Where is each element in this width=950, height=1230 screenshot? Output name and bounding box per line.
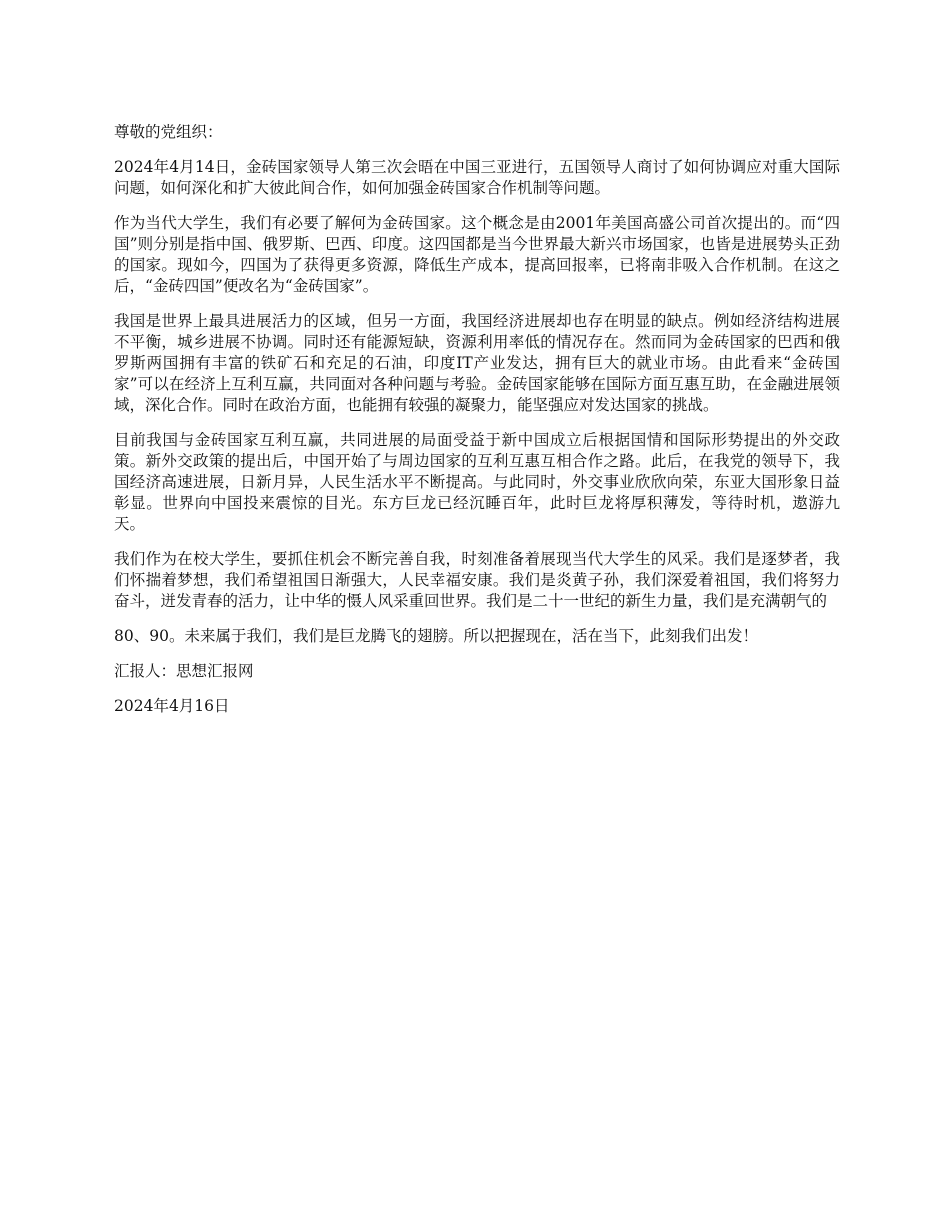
reporter-line: 汇报人：思想汇报网 <box>114 662 254 680</box>
report-date: 2024年4月16日 <box>114 697 230 715</box>
paragraph: 我国是世界上最具进展活力的区域，但另一方面，我国经济进展却也存在明显的缺点。例如经济结构进展不平衡，城乡进展不协调。同时还有能源短缺，资源利用率低的情况存在。然而同为金砖国家的巴西和俄罗斯两国拥有丰富的铁矿石和充足的石油，印度IT产业发达，拥有巨大的就业市场。由此看来“金砖国家”可以在经济上互利互赢，共同面对各种问题与考验。金砖国家能够在国际方面互惠互助，在金融进展领域，深化合作。同时在政治方面，也能拥有较强的凝聚力，能坚强应对发达国家的挑战。 <box>114 312 840 414</box>
paragraph: 作为当代大学生，我们有必要了解何为金砖国家。这个概念是由2001年美国高盛公司首次提出的。而“四国”则分别是指中国、俄罗斯、巴西、印度。这四国都是当今世界最大新兴市场国家，也皆是进展势头正劲的国家。现如今，四国为了获得更多资源，降低生产成本，提高回报率，已将南非吸入合作机制。在这之后，“金砖四国”便改名为“金砖国家”。 <box>114 214 840 295</box>
document-page <box>114 122 840 731</box>
paragraph: 80、90。未来属于我们，我们是巨龙腾飞的翅膀。所以把握现在，活在当下，此刻我们出发！ <box>114 627 758 645</box>
paragraph: 2024年4月14日，金砖国家领导人第三次会晤在中国三亚进行，五国领导人商讨了如何协调应对重大国际问题，如何深化和扩大彼此间合作，如何加强金砖国家合作机制等问题。 <box>114 158 840 197</box>
paragraph: 我们作为在校大学生，要抓住机会不断完善自我，时刻准备着展现当代大学生的风采。我们是逐梦者，我们怀揣着梦想，我们希望祖国日渐强大，人民幸福安康。我们是炎黄子孙，我们深爱着祖国，我们将努力奋斗，迸发青春的活力，让中华的慑人风采重回世界。我们是二十一世纪的新生力量，我们是充满朝气的 <box>114 550 840 610</box>
salutation: 尊敬的党组织： <box>114 123 223 141</box>
paragraph: 目前我国与金砖国家互利互赢，共同进展的局面受益于新中国成立后根据国情和国际形势提出的外交政策。新外交政策的提出后，中国开始了与周边国家的互利互惠互相合作之路。此后，在我党的领导下，我国经济高速进展，日新月异，人民生活水平不断提高。与此同时，外交事业欣欣向荣，东亚大国形象日益彰显。世界向中国投来震惊的目光。东方巨龙已经沉睡百年，此时巨龙将厚积薄发，等待时机，遨游九天。 <box>114 431 840 533</box>
